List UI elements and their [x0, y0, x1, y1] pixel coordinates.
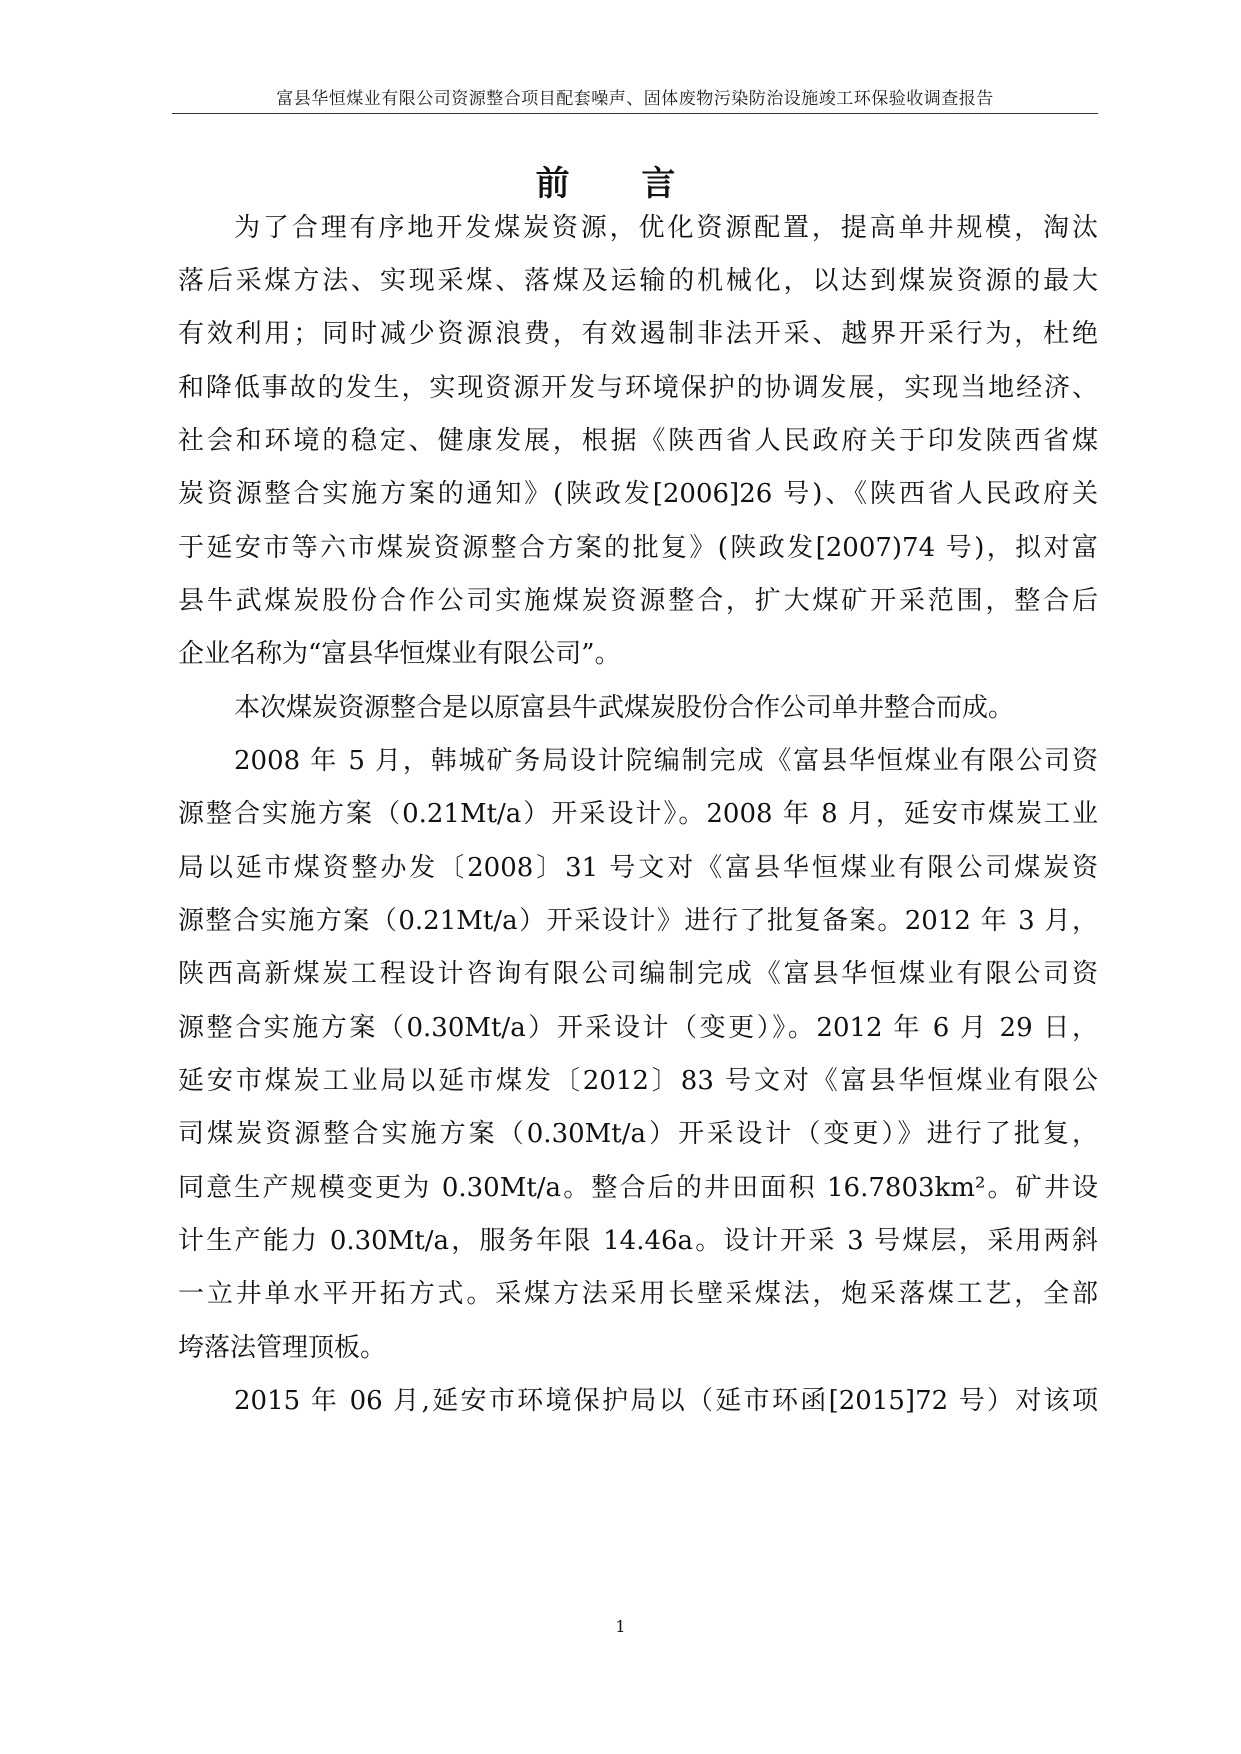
- paragraph-line: 县牛武煤炭股份合作公司实施煤炭资源整合，扩大煤矿开采范围，整合后: [178, 586, 1098, 616]
- paragraph-line: 延安市煤炭工业局以延市煤发〔2012〕83 号文对《富县华恒煤业有限公: [178, 1066, 1098, 1096]
- paragraph-line: 计生产能力 0.30Mt/a，服务年限 14.46a。设计开采 3 号煤层，采用两斜: [178, 1226, 1098, 1256]
- running-header: 富县华恒煤业有限公司资源整合项目配套噪声、固体废物污染防治设施竣工环保验收调查报告: [276, 89, 994, 109]
- paragraph-line: 和降低事故的发生，实现资源开发与环境保护的协调发展，实现当地经济、: [178, 373, 1098, 403]
- section-title: 前 言: [535, 164, 706, 204]
- paragraph-line: 于延安市等六市煤炭资源整合方案的批复》(陕政发[2007)74 号)，拟对富: [178, 533, 1098, 563]
- paragraph-line: 炭资源整合实施方案的通知》(陕政发[2006]26 号)、《陕西省人民政府关: [178, 479, 1098, 509]
- paragraph-line: 2015 年 06 月,延安市环境保护局以（延市环函[2015]72 号）对该项: [234, 1386, 1098, 1416]
- paragraph-line: 源整合实施方案（0.21Mt/a）开采设计》。2008 年 8 月，延安市煤炭工业: [178, 799, 1098, 829]
- page-number: 1: [615, 1617, 626, 1636]
- paragraph-line: 垮落法管理顶板。: [178, 1333, 387, 1363]
- paragraph-line: 为了合理有序地开发煤炭资源，优化资源配置，提高单井规模，淘汰: [234, 213, 1098, 243]
- paragraph-line: 局以延市煤资整办发〔2008〕31 号文对《富县华恒煤业有限公司煤炭资: [178, 853, 1098, 883]
- paragraph-line: 落后采煤方法、实现采煤、落煤及运输的机械化，以达到煤炭资源的最大: [178, 266, 1098, 296]
- header-divider: [172, 113, 1098, 114]
- paragraph-line: 社会和环境的稳定、健康发展，根据《陕西省人民政府关于印发陕西省煤: [178, 426, 1098, 456]
- paragraph-line: 源整合实施方案（0.21Mt/a）开采设计》进行了批复备案。2012 年 3 月，: [178, 906, 1098, 936]
- paragraph-line: 陕西高新煤炭工程设计咨询有限公司编制完成《富县华恒煤业有限公司资: [178, 959, 1098, 989]
- paragraph-line: 源整合实施方案（0.30Mt/a）开采设计（变更）》。2012 年 6 月 29 日，: [178, 1013, 1098, 1043]
- paragraph-line: 一立井单水平开拓方式。采煤方法采用长壁采煤法，炮采落煤工艺，全部: [178, 1279, 1098, 1309]
- paragraph-line: 有效利用；同时减少资源浪费，有效遏制非法开采、越界开采行为，杜绝: [178, 319, 1098, 349]
- paragraph-line: 2008 年 5 月，韩城矿务局设计院编制完成《富县华恒煤业有限公司资: [234, 746, 1098, 776]
- paragraph-line: 本次煤炭资源整合是以原富县牛武煤炭股份合作公司单井整合而成。: [234, 693, 1015, 723]
- paragraph-line: 企业名称为“富县华恒煤业有限公司”。: [178, 639, 621, 669]
- paragraph-line: 同意生产规模变更为 0.30Mt/a。整合后的井田面积 16.7803km²。矿井设: [178, 1173, 1098, 1203]
- paragraph-line: 司煤炭资源整合实施方案（0.30Mt/a）开采设计（变更）》进行了批复，: [178, 1119, 1098, 1149]
